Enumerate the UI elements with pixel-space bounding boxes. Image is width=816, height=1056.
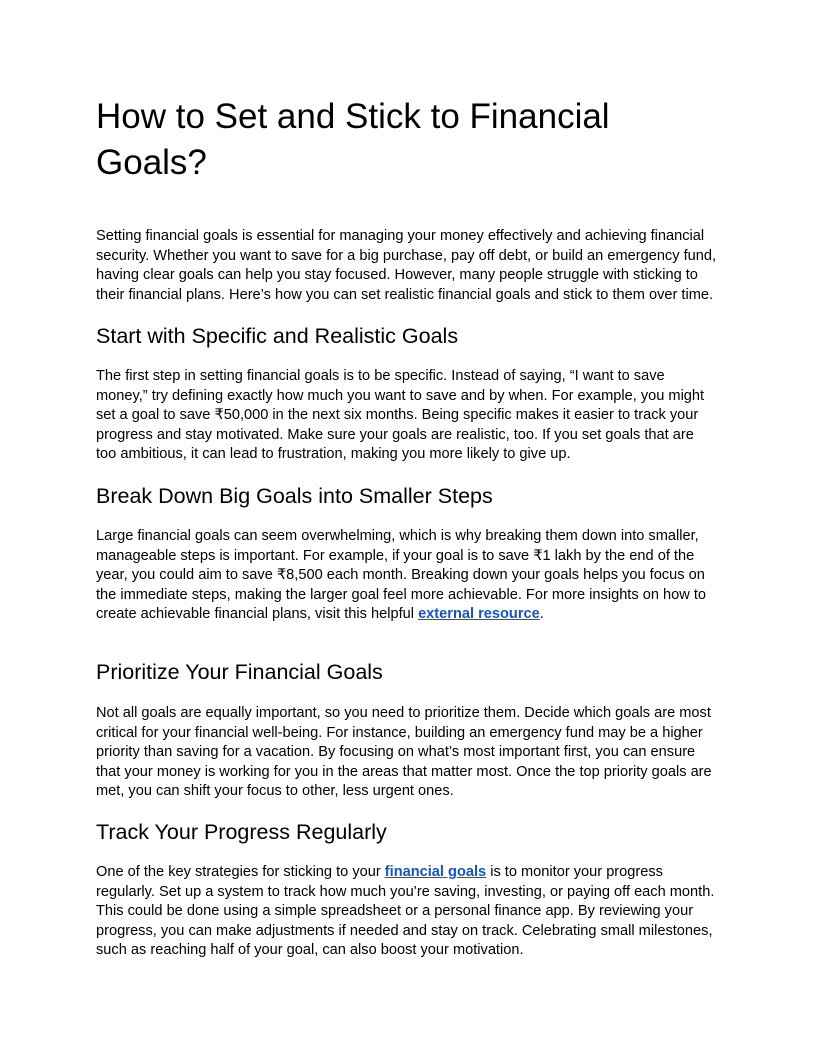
section-heading-break-down: Break Down Big Goals into Smaller Steps (96, 484, 493, 508)
financial-goals-link[interactable]: financial goals (384, 864, 487, 880)
section-body-break-down-text: Large financial goals can seem overwhelming, which is why breaking them down into smaller, manageable steps is important. For example, if your goal is to save ₹1 lakh by the end of the year, you could aim to save ₹8,500 each month. Breaking down your goals helps you focus on the immediate steps, making the larger goal feel more achievable. For more insights on how to create achievable financial plans, visit this helpful (96, 528, 707, 623)
external-resource-link[interactable]: external resource (418, 606, 540, 623)
section-body-break-down-tail: . (539, 606, 544, 623)
intro-paragraph: Setting financial goals is essential for managing your money effectively and achieving financial security. Whether you want to save for a big purchase, pay off debt, or build an emergency fund, having clear goals can help you stay focused. However, many people struggle with sticking to their financial plans. Here’s how you can set realistic financial goals and stick to them over time. (96, 228, 717, 303)
section-heading-specific-goals: Start with Specific and Realistic Goals (96, 324, 459, 348)
section-heading-prioritize: Prioritize Your Financial Goals (96, 660, 383, 684)
section-body-specific-goals: The first step in setting financial goals is to be specific. Instead of saying, “I want to save money,” try defining exactly how much you want to save and by when. For example, you might set a goal to save ₹50,000 in the next six months. Being specific makes it easier to track your progress and stay motivated. Make sure your goals are realistic, too. If you set goals that are too ambitious, it can lead to frustration, making you more likely to give up. (96, 368, 705, 463)
section-heading-track-progress: Track Your Progress Regularly (96, 820, 387, 844)
section-body-track-progress (96, 863, 714, 961)
page-title: How to Set and Stick to Financial Goals? (96, 97, 610, 182)
section-body-break-down (96, 527, 706, 625)
section-body-track-progress-tail: is to monitor your progress regularly. Set up a system to track how much you’re saving, investing, or paying off each month. This could be done using a simple spreadsheet or a personal finance app. By reviewing your progress, you can make adjustments if needed and stay on track. Celebrating small milestones, such as reaching half of your goal, can also boost your motivation. (96, 864, 715, 959)
section-body-prioritize: Not all goals are equally important, so you need to prioritize them. Decide which goals are most critical for your financial well-being. For instance, building an emergency fund may be a higher priority than saving for a vacation. By focusing on what’s most important first, you can ensure that your money is working for you in the areas that matter most. Once the top priority goals are met, you can shift your focus to other, less urgent ones. (96, 705, 712, 800)
section-body-track-progress-text: One of the key strategies for sticking to your (96, 864, 385, 880)
